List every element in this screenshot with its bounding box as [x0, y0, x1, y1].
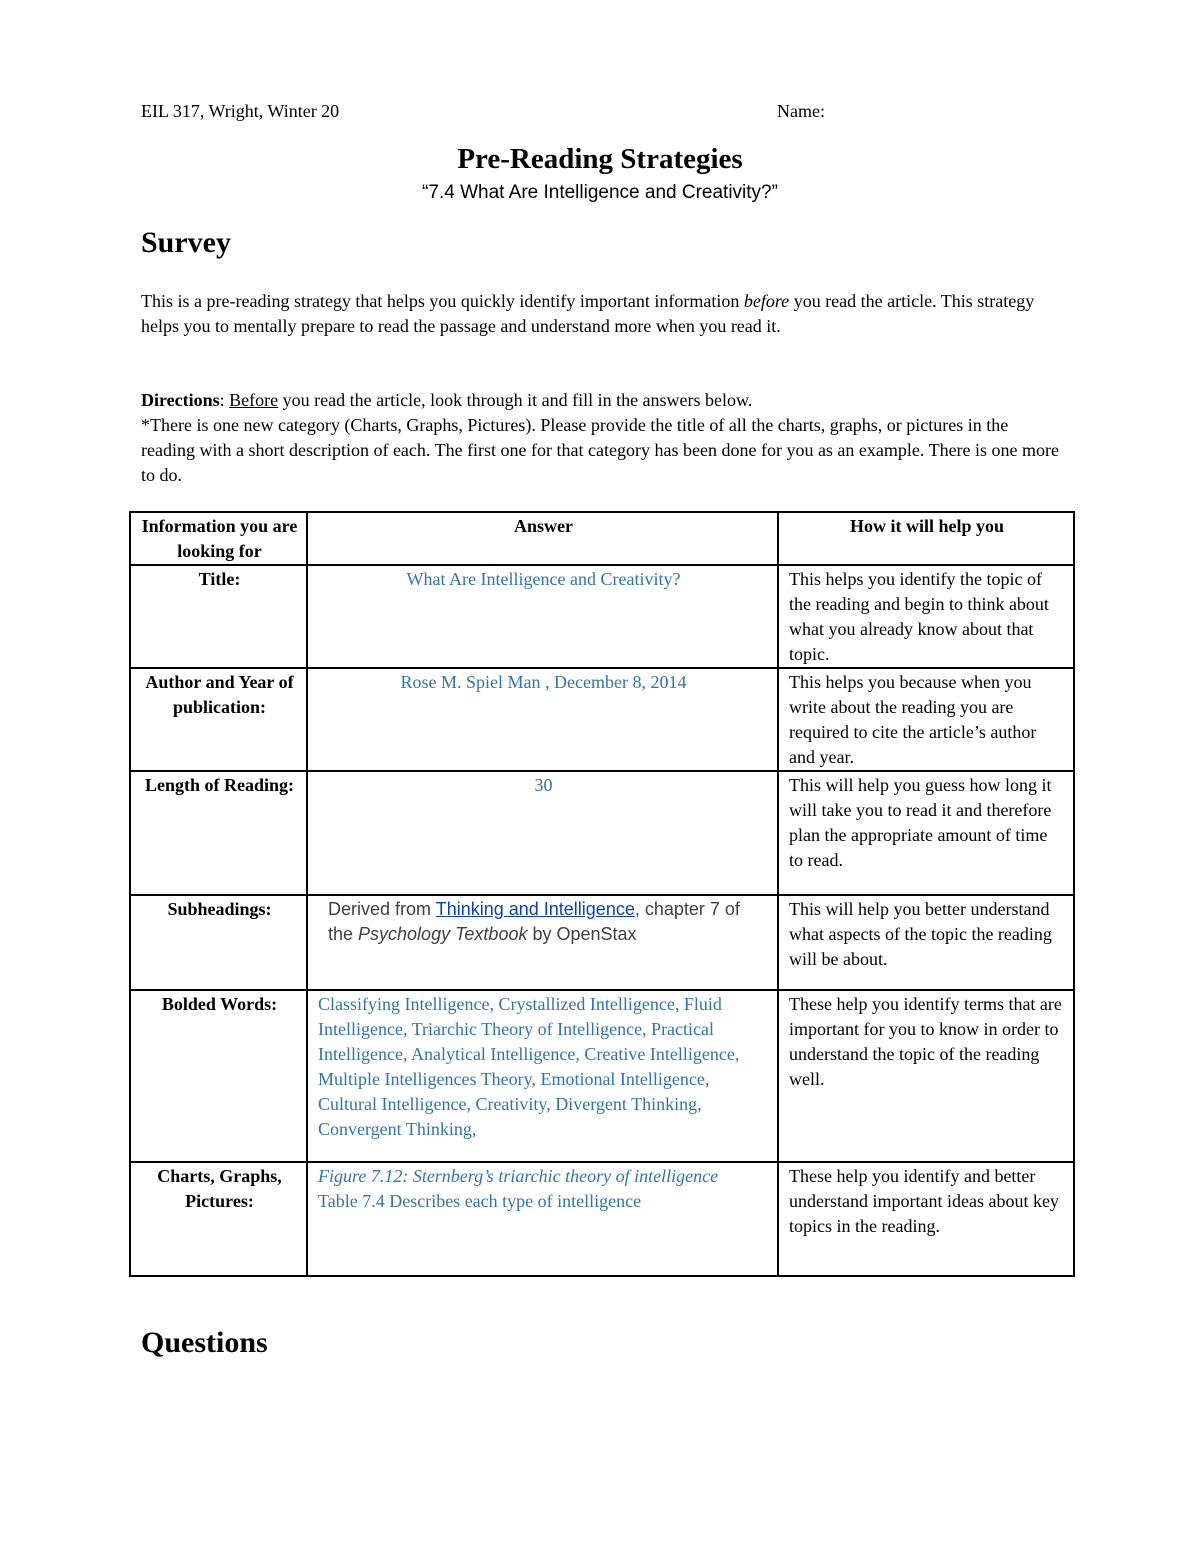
intro-text-before: This is a pre-reading strategy that helps you quickly identify important information	[141, 291, 744, 311]
name-label: Name:	[777, 101, 825, 121]
chapter-link[interactable]: Thinking and Intelligence	[435, 899, 635, 919]
answer-table: Table 7.4 Describes each type of intelligence	[318, 1191, 642, 1211]
table-row	[130, 771, 1074, 895]
table-row	[130, 1162, 1074, 1276]
table-row	[130, 990, 1074, 1162]
row-label: Length of Reading:	[130, 771, 307, 895]
table-row	[130, 668, 1074, 771]
table-row	[130, 565, 1074, 668]
header-help: How it will help you	[778, 512, 1074, 565]
page-title: Pre-Reading Strategies	[457, 143, 743, 175]
table-row	[130, 895, 1074, 990]
row-help: This will help you better understand what aspects of the topic the reading will be about.	[778, 895, 1074, 990]
survey-table	[129, 511, 1075, 1277]
book-title: Psychology Textbook	[358, 924, 528, 944]
intro-text-after: you read the article. This strategy helps you to mentally prepare to read the passage and understand more when you read it.	[141, 291, 1035, 336]
row-answer[interactable]	[307, 895, 778, 990]
row-label: Author and Year of publication:	[130, 668, 307, 771]
directions-label: Directions	[141, 390, 220, 410]
directions-underlined: Before	[229, 390, 279, 410]
answer-prefix: Derived from	[328, 899, 436, 919]
row-answer[interactable]: Classifying Intelligence, Crystallized Intelligence, Fluid Intelligence, Triarchic Theory of Intelligence, Practical Intelligence, Analytical Intelligence, Creative Intelligence, Multiple Intelligences Theory, Emotional Intelligence, Cultural Intelligence, Creativity, Divergent Thinking, Convergent Thinking,	[307, 990, 778, 1162]
row-help: These help you identify and better understand important ideas about key topics in the reading.	[778, 1162, 1074, 1276]
intro-paragraph	[141, 289, 1061, 339]
survey-heading: Survey	[141, 226, 231, 259]
intro-emphasis: before	[743, 291, 790, 311]
directions-rest: you read the article, look through it and fill in the answers below.	[278, 390, 753, 410]
header-info: Information you are looking for	[130, 512, 307, 565]
row-answer[interactable]: What Are Intelligence and Creativity?	[307, 565, 778, 668]
directions-line	[141, 388, 1061, 413]
directions-note: *There is one new category (Charts, Graphs, Pictures). Please provide the title of all the charts, graphs, or pictures in the reading with a short description of each. The first one for that category has been done for you as an example. There is one more to do.	[141, 415, 1060, 485]
course-header: EIL 317, Wright, Winter 20	[141, 101, 340, 121]
row-label: Subheadings:	[130, 895, 307, 990]
header-answer: Answer	[307, 512, 778, 565]
row-help: This helps you identify the topic of the reading and begin to think about what you already know about that topic.	[778, 565, 1074, 668]
table-header-row	[130, 512, 1074, 565]
row-answer[interactable]: 30	[307, 771, 778, 895]
row-answer[interactable]	[307, 1162, 778, 1276]
answer-figure: Figure 7.12: Sternberg’s triarchic theory of intelligence	[318, 1166, 719, 1186]
answer-suffix: by OpenStax	[527, 924, 637, 944]
row-label: Charts, Graphs, Pictures:	[130, 1162, 307, 1276]
answer-middle: , chapter 7 of the	[328, 899, 740, 944]
row-label: Bolded Words:	[130, 990, 307, 1162]
row-help: These help you identify terms that are important for you to know in order to understand the topic of the reading well.	[778, 990, 1074, 1162]
row-help: This will help you guess how long it will take you to read it and therefore plan the appropriate amount of time to read.	[778, 771, 1074, 895]
row-label: Title:	[130, 565, 307, 668]
row-answer[interactable]: Rose M. Spiel Man , December 8, 2014	[307, 668, 778, 771]
row-help: This helps you because when you write about the reading you are required to cite the article’s author and year.	[778, 668, 1074, 771]
directions-paragraph	[141, 388, 1061, 488]
directions-colon: :	[219, 390, 230, 410]
page-subtitle: “7.4 What Are Intelligence and Creativity?”	[422, 182, 778, 203]
questions-heading: Questions	[141, 1326, 268, 1359]
